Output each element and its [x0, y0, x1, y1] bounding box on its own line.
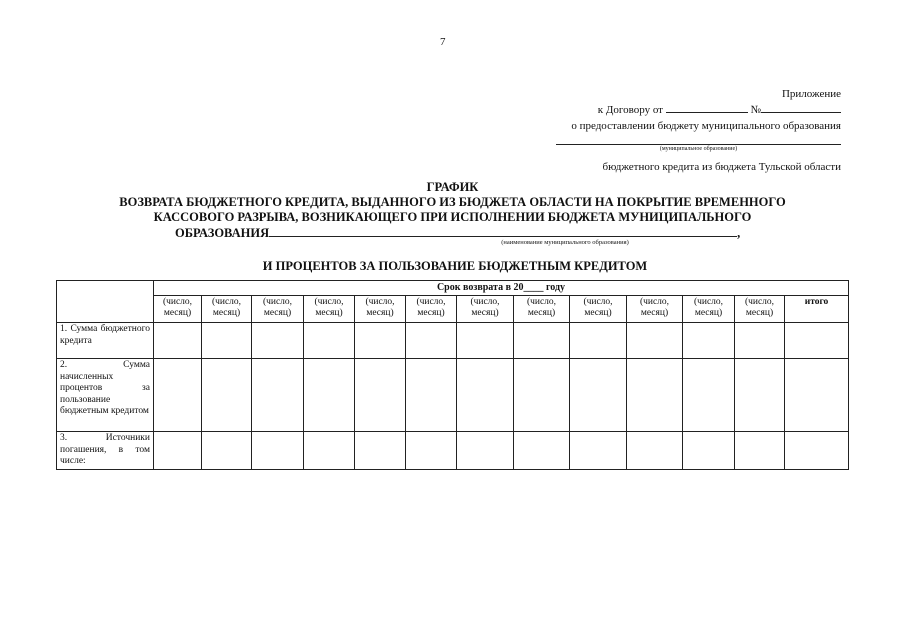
table-cell — [627, 359, 683, 432]
table-cell — [735, 323, 785, 359]
table-cell — [570, 323, 627, 359]
page-number: 7 — [440, 36, 446, 48]
table-cell — [457, 359, 514, 432]
contract-prefix: к Договору от — [597, 104, 663, 116]
column-header: (число, месяц) — [202, 296, 252, 323]
repayment-schedule-table — [56, 280, 849, 470]
table-header-row — [57, 281, 849, 296]
contract-date-blank — [666, 102, 748, 113]
document-subtitle: И ПРОЦЕНТОВ ЗА ПОЛЬЗОВАНИЕ БЮДЖЕТНЫМ КРЕДИТОМ — [262, 259, 648, 273]
table-cell — [355, 323, 406, 359]
title-line-4-suffix: , — [737, 226, 741, 240]
table-cell — [202, 432, 252, 470]
municipality-field — [556, 134, 841, 153]
table-cell — [457, 432, 514, 470]
table-cell — [570, 432, 627, 470]
appendix-heading: Приложение — [781, 88, 841, 100]
table-cell — [570, 359, 627, 432]
table-cell — [514, 359, 570, 432]
table-cell — [154, 359, 202, 432]
column-header-row — [57, 296, 849, 323]
title-line-4 — [80, 225, 825, 246]
column-header: (число, месяц) — [457, 296, 514, 323]
row-label: 3. Источники погашения, в том числе: — [57, 432, 154, 470]
document-title — [80, 180, 825, 246]
column-header: (число, месяц) — [683, 296, 735, 323]
group-header: Срок возврата в 20____ году — [154, 281, 849, 296]
column-header: (число, месяц) — [627, 296, 683, 323]
table-cell — [683, 432, 735, 470]
table-row — [57, 323, 849, 359]
table-cell — [627, 323, 683, 359]
table-cell — [457, 323, 514, 359]
table-cell — [406, 359, 457, 432]
row-label-header — [57, 281, 154, 323]
column-header: (число, месяц) — [252, 296, 304, 323]
table-cell — [627, 432, 683, 470]
table-cell — [252, 359, 304, 432]
title-line-3: КАССОВОГО РАЗРЫВА, ВОЗНИКАЮЩЕГО ПРИ ИСПОЛНЕНИИ БЮДЖЕТА МУНИЦИПАЛЬНОГО — [153, 210, 752, 224]
municipality-name-hint: (наименование муниципального образования) — [501, 239, 629, 246]
column-header: (число, месяц) — [355, 296, 406, 323]
table-cell — [355, 432, 406, 470]
column-header: (число, месяц) — [304, 296, 355, 323]
table-cell — [785, 359, 849, 432]
table-cell — [735, 359, 785, 432]
table-row — [57, 432, 849, 470]
title-line-4-prefix: ОБРАЗОВАНИЯ — [175, 226, 270, 240]
table-cell — [406, 323, 457, 359]
table-cell — [252, 323, 304, 359]
table-cell — [202, 359, 252, 432]
title-line-2: ВОЗВРАТА БЮДЖЕТНОГО КРЕДИТА, ВЫДАННОГО ИЗ БЮДЖЕТА ОБЛАСТИ НА ПОКРЫТИЕ ВРЕМЕННОГО — [119, 195, 786, 209]
table-cell — [514, 432, 570, 470]
table-cell — [304, 323, 355, 359]
table-cell — [514, 323, 570, 359]
table-row — [57, 359, 849, 432]
table-cell — [304, 432, 355, 470]
column-header: (число, месяц) — [735, 296, 785, 323]
table-cell — [154, 432, 202, 470]
appendix-block — [556, 86, 841, 175]
municipality-name-blank — [269, 225, 737, 237]
column-header: (число, месяц) — [154, 296, 202, 323]
table-cell — [154, 323, 202, 359]
row-label: 1. Сумма бюджетного кредита — [57, 323, 154, 359]
table-cell — [304, 359, 355, 432]
contract-number-blank — [761, 102, 841, 113]
table-cell — [735, 432, 785, 470]
title-line-1: ГРАФИК — [426, 180, 479, 194]
table-cell — [406, 432, 457, 470]
number-sign: № — [750, 104, 761, 116]
column-header: (число, месяц) — [570, 296, 627, 323]
appendix-subject-line: о предоставлении бюджету муниципального образования — [571, 120, 841, 132]
table-cell — [683, 323, 735, 359]
appendix-contract-line — [556, 102, 841, 118]
table-cell — [785, 432, 849, 470]
column-header: (число, месяц) — [514, 296, 570, 323]
table-cell — [252, 432, 304, 470]
table-cell — [785, 323, 849, 359]
table-cell — [355, 359, 406, 432]
municipality-hint: (муниципальное образование) — [556, 144, 841, 153]
table-cell — [683, 359, 735, 432]
appendix-source-line: бюджетного кредита из бюджета Тульской области — [602, 161, 841, 173]
column-header: (число, месяц) — [406, 296, 457, 323]
total-column-header: итого — [785, 296, 849, 323]
row-label: 2. Сумма начисленных процентов за пользование бюджетным кредитом — [57, 359, 154, 432]
table-cell — [202, 323, 252, 359]
